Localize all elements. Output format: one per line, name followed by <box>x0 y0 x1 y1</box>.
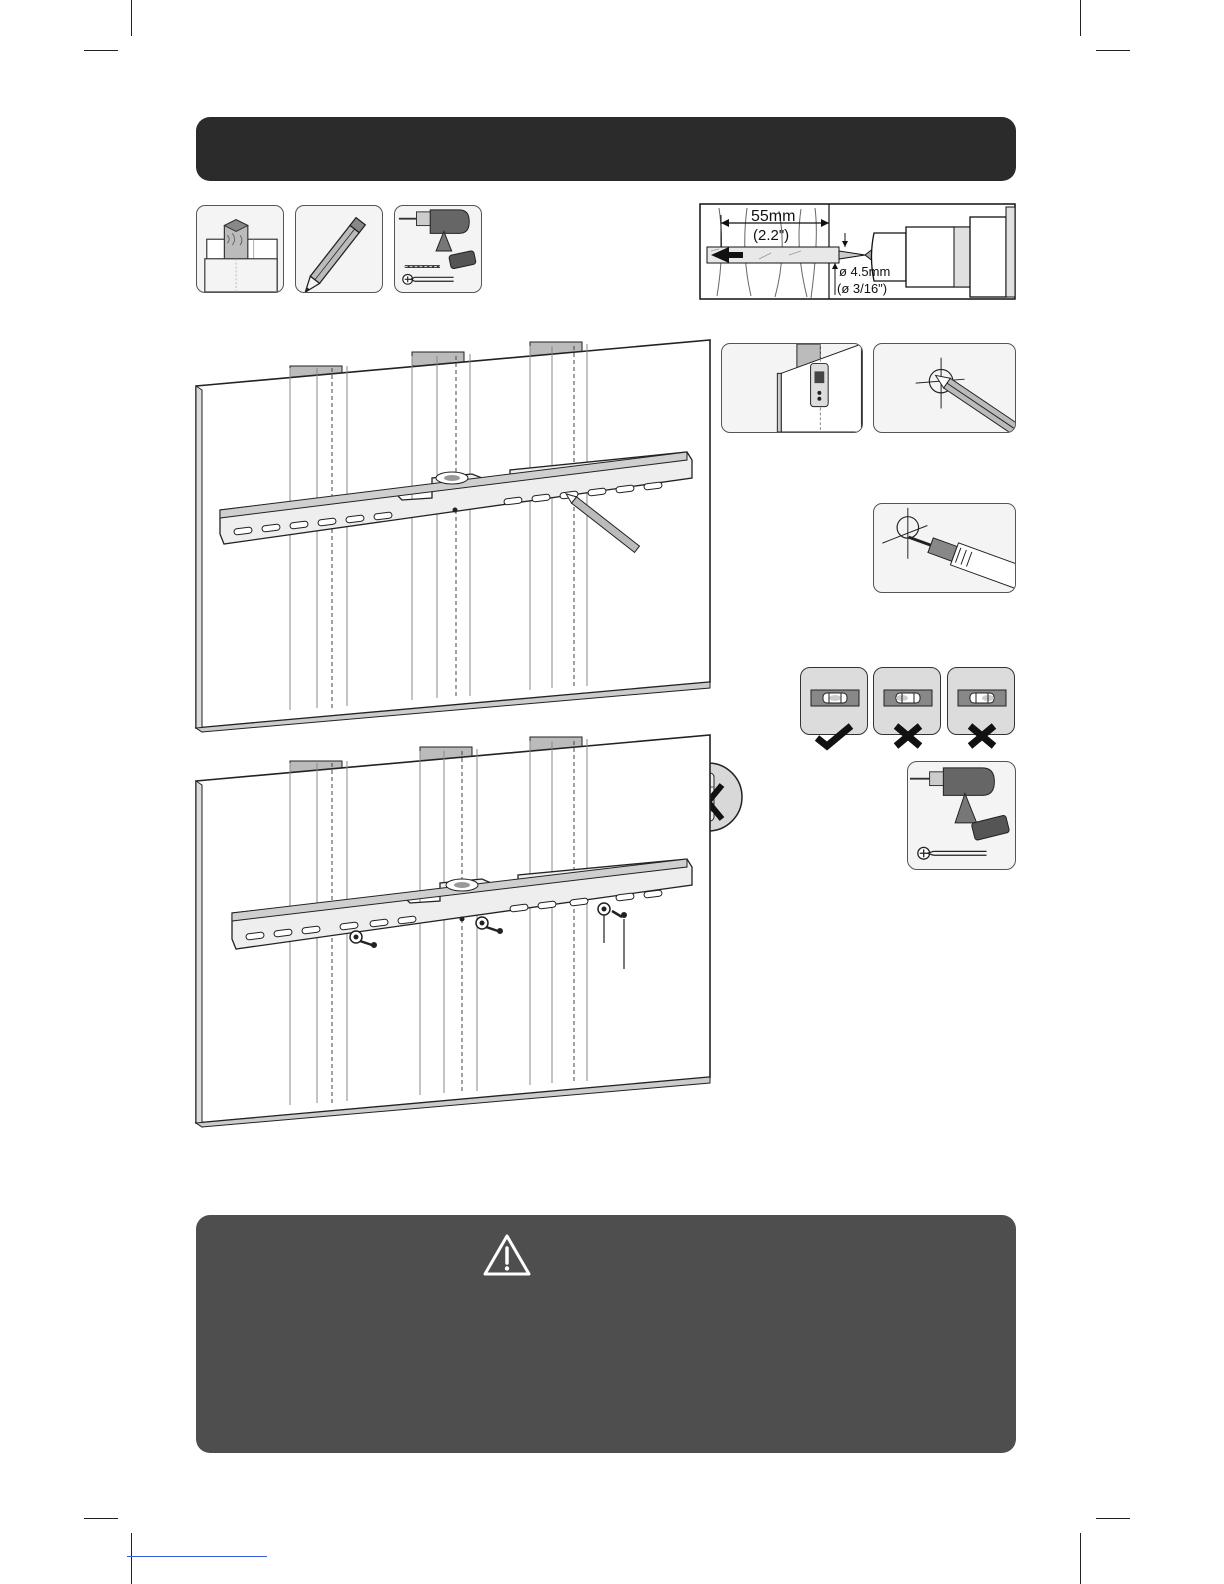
crop-mark <box>131 1533 132 1584</box>
drill-tile <box>394 205 482 293</box>
screw-bracket-illustration <box>192 733 714 1128</box>
wood-stud-tile <box>196 205 284 293</box>
wall-with-bracket-marking <box>192 338 714 733</box>
drill-hole-icon <box>874 504 1015 592</box>
check-icon <box>817 726 851 746</box>
level-tilted-left-tile <box>873 667 941 735</box>
depth-in-label: (2.2") <box>753 227 790 244</box>
pencil-tile <box>295 205 383 293</box>
footer-rule <box>127 1556 267 1557</box>
level-icon <box>948 668 1016 736</box>
crop-mark <box>1080 0 1081 36</box>
crop-mark <box>1080 1533 1081 1584</box>
bit-mm-label: ø 4.5mm <box>839 264 891 279</box>
level-icon <box>874 668 942 736</box>
pencil-icon <box>296 206 382 292</box>
bit-in-label: (ø 3/16") <box>837 281 888 296</box>
warning-icon <box>482 1233 532 1277</box>
pencil-mark-icon <box>874 344 1015 432</box>
level-icon <box>801 668 869 736</box>
wall-with-bracket-screwed <box>192 733 714 1128</box>
drill-hole-inset <box>873 503 1016 593</box>
drill-icon <box>908 762 1015 869</box>
crop-mark <box>1096 1518 1130 1519</box>
drill-icon <box>395 206 481 292</box>
warning-box <box>196 1215 1016 1453</box>
stud-finder-inset <box>721 343 863 433</box>
section-header-bar <box>196 117 1016 181</box>
crop-mark <box>1096 50 1130 51</box>
wood-cross-section <box>699 203 1016 300</box>
crop-mark <box>84 1518 118 1519</box>
mark-hole-inset <box>873 343 1016 433</box>
cross-icon <box>970 726 994 746</box>
cross-icon <box>896 726 920 746</box>
level-correct-tile <box>800 667 868 735</box>
drill-screws-tile <box>907 761 1016 870</box>
stud-finder-icon <box>722 344 862 432</box>
mark-holes-illustration <box>192 338 714 733</box>
wood-stud-icon <box>197 206 283 292</box>
depth-mm-label: 55mm <box>751 208 796 225</box>
level-tilted-right-tile <box>947 667 1015 735</box>
drill-depth-diagram <box>699 203 1016 300</box>
crop-mark <box>131 0 132 36</box>
crop-mark <box>84 50 118 51</box>
